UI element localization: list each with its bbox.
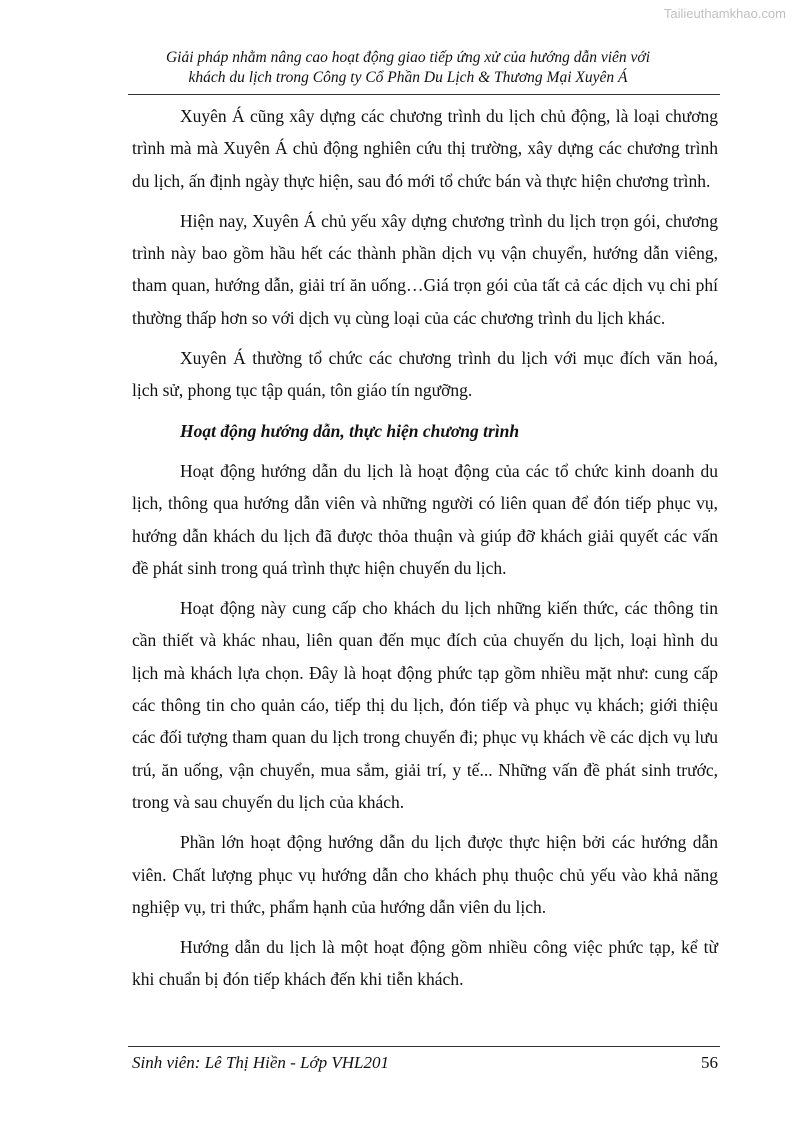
section-heading: Hoạt động hướng dẫn, thực hiện chương trình bbox=[180, 420, 520, 441]
paragraph-6: Phần lớn hoạt động hướng dẫn du lịch được thực hiện bởi các hướng dẫn viên. Chất lượng phục vụ hướng dẫn cho khách phụ thuộc chủ yếu vào khả năng nghiệp vụ, tri thức, phẩm hạnh của hướng dẫn viên du lịch. bbox=[132, 832, 718, 917]
student-info: Sinh viên: Lê Thị Hiền - Lớp VHL201 bbox=[132, 1053, 389, 1072]
paragraph-3: Xuyên Á thường tổ chức các chương trình du lịch với mục đích văn hoá, lịch sử, phong tục tập quán, tôn giáo tín ngưỡng. bbox=[132, 348, 718, 401]
header-line-1: Giải pháp nhằm nâng cao hoạt động giao tiếp ứng xử của hướng dẫn viên với bbox=[165, 49, 651, 66]
page-footer bbox=[132, 1053, 718, 1073]
header-line-2: khách du lịch trong Công ty Cổ Phần Du Lịch & Thương Mại Xuyên Á bbox=[188, 69, 628, 86]
page-body bbox=[132, 100, 718, 1004]
header-divider bbox=[128, 94, 720, 95]
running-header bbox=[128, 48, 688, 88]
footer-divider bbox=[128, 1046, 720, 1047]
paragraph-5: Hoạt động này cung cấp cho khách du lịch những kiến thức, các thông tin cần thiết và khác nhau, liên quan đến mục đích của chuyến du lịch, loại hình du lịch mà khách lựa chọn. Đây là hoạt động phức tạp gồm nhiều mặt như: cung cấp các thông tin cho quản cáo, tiếp thị du lịch, đón tiếp và phục vụ khách; giới thiệu các đối tượng tham quan du lịch trong chuyến đi; phục vụ khách về các dịch vụ lưu trú, ăn uống, vận chuyển, mua sắm, giải trí, y tế... Những vấn đề phát sinh trước, trong và sau chuyến du lịch của khách. bbox=[132, 598, 718, 812]
paragraph-2: Hiện nay, Xuyên Á chủ yếu xây dựng chương trình du lịch trọn gói, chương trình này bao gồm hầu hết các thành phần dịch vụ vận chuyển, hướng dẫn viêng, tham quan, hướng dẫn, giải trí ăn uống…Giá trọn gói của tất cả các dịch vụ chi phí thường thấp hơn so với dịch vụ cùng loại của các chương trình du lịch khác. bbox=[132, 210, 718, 328]
page-number: 56 bbox=[701, 1053, 718, 1072]
paragraph-1: Xuyên Á cũng xây dựng các chương trình du lịch chủ động, là loại chương trình mà mà Xuyên Á chủ động nghiên cứu thị trường, xây dựng các chương trình du lịch, ấn định ngày thực hiện, sau đó mới tổ chức bán và thực hiện chương trình. bbox=[132, 106, 718, 191]
paragraph-7: Hướng dẫn du lịch là một hoạt động gồm nhiều công việc phức tạp, kể từ khi chuẩn bị đón tiếp khách đến khi tiễn khách. bbox=[132, 937, 718, 990]
paragraph-4: Hoạt động hướng dẫn du lịch là hoạt động của các tổ chức kinh doanh du lịch, thông qua hướng dẫn viên và những người có liên quan để đón tiếp phục vụ, hướng dẫn khách du lịch đã được thỏa thuận và giúp đỡ khách giải quyết các vấn đề phát sinh trong quá trình thực hiện chuyến du lịch. bbox=[132, 460, 718, 578]
watermark: Tailieuthamkhao.com bbox=[663, 6, 786, 21]
